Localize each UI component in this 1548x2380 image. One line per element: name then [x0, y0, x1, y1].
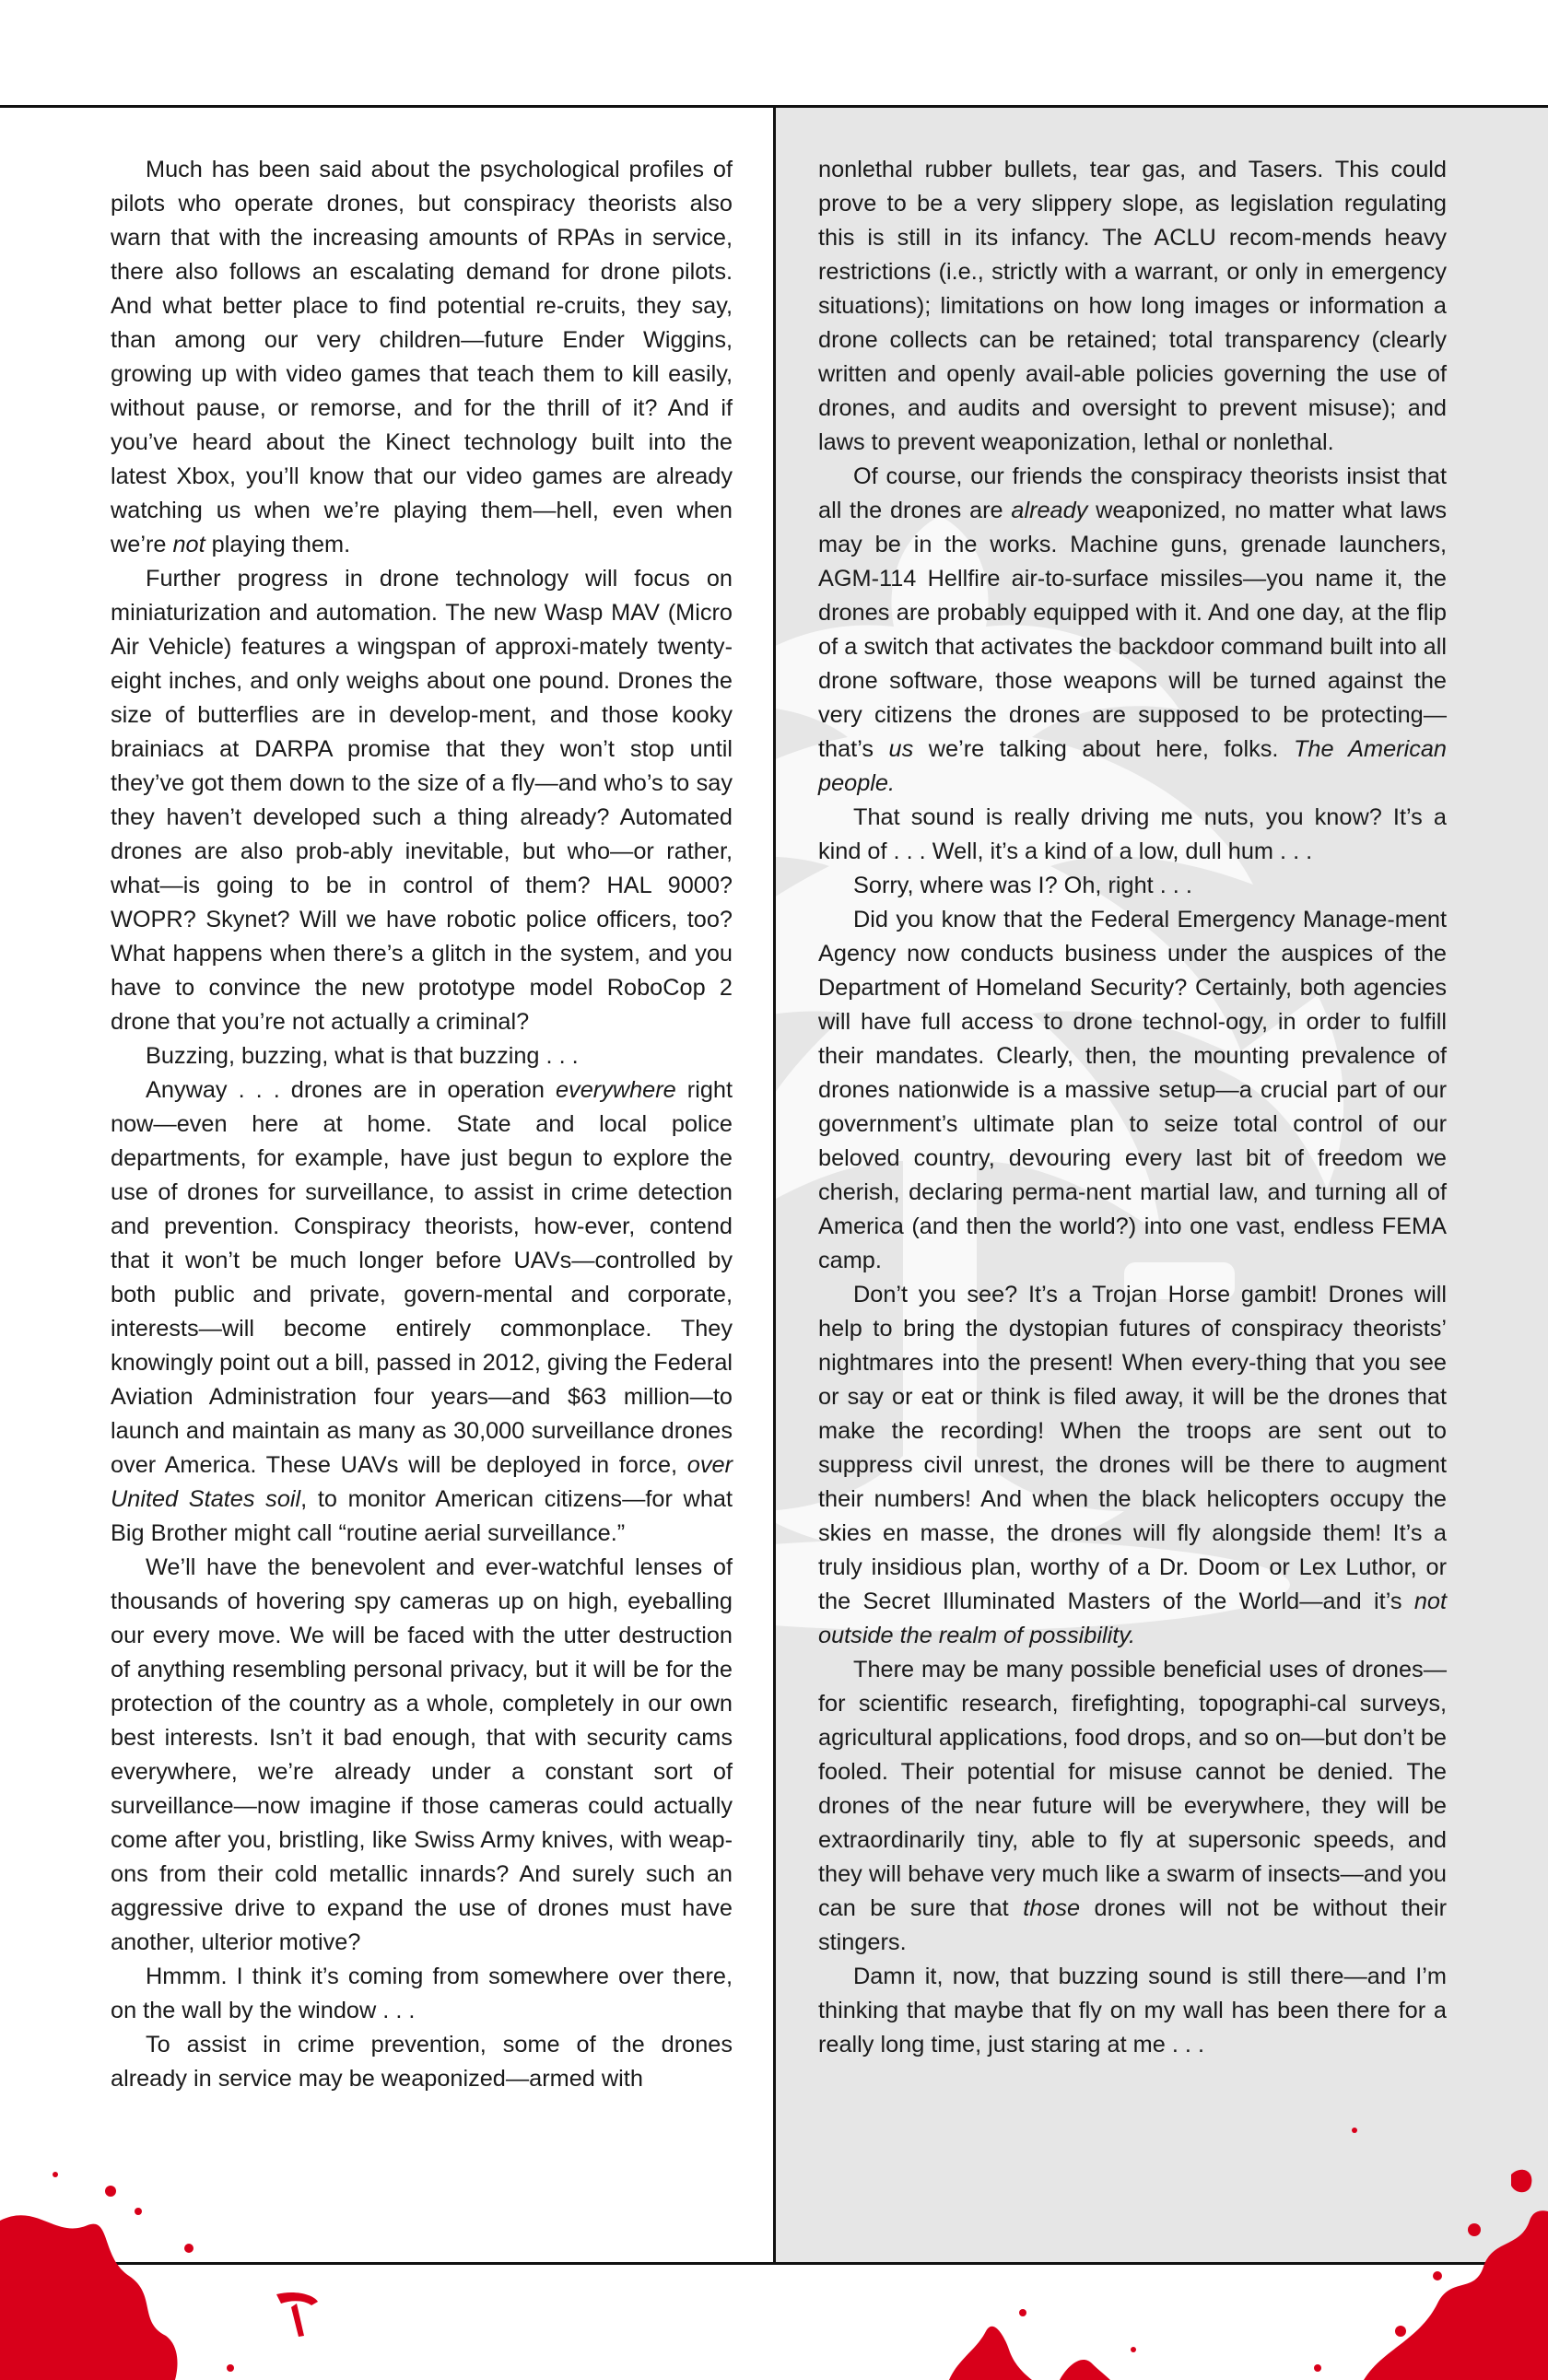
- paragraph: [111, 2028, 733, 2096]
- paragraph: [818, 460, 1447, 801]
- text-run: , to monitor American citizens—for what Big Brother might call “routine aerial surveillance.”: [111, 1486, 733, 1546]
- paragraph: [818, 903, 1447, 1278]
- paragraph: [111, 153, 733, 562]
- paragraph: [818, 1960, 1447, 2062]
- text-run: drones will not be without their stingers.: [818, 1895, 1447, 1955]
- text-run: Did you know that the Federal Emergency Manage-ment Agency now conducts business under the auspices of the Department of Homeland Security? Certainly, both agencies will have full access to drone technol-ogy, in order to fulfill their mandates. Clearly, then, the mounting prevalence of drones nationwide is a massive setup—a crucial part of our government’s ultimate plan to seize total control of our beloved country, devouring every last bit of freedom we cherish, declaring perma-nent martial law, and turning all of America (and then the world?) into one vast, endless FEMA camp.: [818, 907, 1447, 1273]
- italic-text: The American people.: [818, 736, 1447, 796]
- paragraph: [111, 1551, 733, 1960]
- text-run: There may be many possible beneficial uses of drones—for scientific research, firefighting, topographi-cal surveys, agricultural applications, food drops, and so on—but don’t be fooled. Their potential for misuse cannot be denied. The drones of the near future will be everywhere, they will be extraordinarily tiny, able to fly at supersonic speeds, and they will behave very much like a swarm of insects—and you can be sure that: [818, 1657, 1447, 1921]
- blood-splatter-left: [0, 2138, 369, 2380]
- text-run: Buzzing, buzzing, what is that buzzing . . .: [146, 1043, 579, 1069]
- blood-splatter-right: [921, 2119, 1548, 2380]
- text-run: Of course, our friends the conspiracy theorists insist that all the drones are: [818, 463, 1447, 523]
- text-run: That sound is really driving me nuts, you know? It’s a kind of . . . Well, it’s a kind of a low, dull hum . . .: [818, 804, 1447, 864]
- italic-text: already: [1011, 498, 1088, 523]
- italic-text: everywhere: [555, 1077, 676, 1103]
- text-run: Don’t you see? It’s a Trojan Horse gambit! Drones will help to bring the dystopian futures of conspiracy theorists’ nightmares into the present! When every-thing that you see or say or eat or think is filed away, it will be the drones that make the recording! When the troops are sent out to suppress civil unrest, the drones will be there to augment their numbers! And when the black helicopters occupy the skies en masse, the drones will fly alongside them! It’s a truly insidious plan, worthy of a Dr. Doom or Lex Luthor, or the Secret Illuminated Masters of the World—and it’s: [818, 1282, 1447, 1614]
- text-run: right now—even here at home. State and local police departments, for example, have just begun to explore the use of drones for surveillance, to assist in crime detection and prevention. Conspiracy theorists, how-ever, contend that it won’t be much longer before UAVs—controlled by both public and private, govern-mental and corporate, interests—will become entirely commonplace. They knowingly point out a bill, passed in 2012, giving the Federal Aviation Administration four years—and $63 million—to launch and maintain as many as 30,000 surveillance drones over America. These UAVs will be deployed in force,: [111, 1077, 733, 1478]
- italic-text: those: [1023, 1895, 1081, 1921]
- text-run: We’ll have the benevolent and ever-watchful lenses of thousands of hovering spy cameras up on high, eyeballing our every move. We will be faced with the utter destruction of anything resembling personal privacy, but it will be for the protection of the country as a whole, completely in our own best interests. Isn’t it bad enough, that with security cams everywhere, we’re already under a constant sort of surveillance—now imagine if those cameras could actually come after you, bristling, like Swiss Army knives, with weap-ons from their cold metallic innards? And surely such an aggressive drive to expand the use of drones must have another, ulterior motive?: [111, 1554, 733, 1955]
- text-run: Damn it, now, that buzzing sound is still there—and I’m thinking that maybe that fly on my wall has been there for a really long time, just staring at me . . .: [818, 1964, 1447, 2058]
- paragraph: [111, 1073, 733, 1551]
- paragraph: [818, 1278, 1447, 1653]
- paragraph: [818, 801, 1447, 869]
- italic-text: not: [172, 532, 205, 557]
- italic-text: over United States soil: [111, 1452, 733, 1512]
- paragraph: [111, 1960, 733, 2028]
- text-run: Much has been said about the psychological profiles of pilots who operate drones, but conspiracy theorists also warn that with the increasing amounts of RPAs in service, there also follows an escalating demand for drone pilots. And what better place to find potential re-cruits, they say, than among our very children—future Ender Wiggins, growing up with video games that teach them to kill easily, without pause, or remorse, and for the thrill of it? And if you’ve heard about the Kinect technology built into the latest Xbox, you’ll know that our video games are already watching us when we’re playing them—hell, even when we’re: [111, 157, 733, 557]
- paragraph: [818, 1653, 1447, 1960]
- text-run: Further progress in drone technology will focus on miniaturization and automation. The new Wasp MAV (Micro Air Vehicle) features a wingspan of approxi-mately twenty-eight inches, and only weighs about one pound. Drones the size of butterflies are in develop-ment, and those kooky brainiacs at DARPA promise that they won’t stop until they’ve got them down to the size of a fly—and who’s to say they haven’t developed such a thing already? Automated drones are also prob-ably inevitable, but who—or rather, what—is going to be in control of them? HAL 9000? WOPR? Skynet? Will we have robotic police officers, too? What happens when there’s a glitch in the system, and you have to convince the new prototype model RoboCop 2 drone that you’re not actually a criminal?: [111, 566, 733, 1035]
- text-run: Sorry, where was I? Oh, right . . .: [853, 873, 1192, 898]
- paragraph: [818, 869, 1447, 903]
- text-run: Hmmm. I think it’s coming from somewhere over there, on the wall by the window . . .: [111, 1964, 733, 2023]
- left-text-column: [111, 153, 733, 2096]
- text-run: nonlethal rubber bullets, tear gas, and Tasers. This could prove to be a very slippery slope, as legislation regulating this is still in its infancy. The ACLU recom-mends heavy restrictions (i.e., strictly with a warrant, or only in emergency situations); limitations on how long images or information a drone collects can be retained; total transparency (clearly written and openly avail-able policies governing the use of drones, and audits and oversight to prevent misuse); and laws to prevent weaponization, lethal or nonlethal.: [818, 157, 1447, 455]
- text-run: weaponized, no matter what laws may be in the works. Machine guns, grenade launchers, AGM-114 Hellfire air-to-surface missiles—you name it, the drones are probably equipped with it. And one day, at the flip of a switch that activates the backdoor command built into all drone software, those weapons will be turned against the very citizens the drones are supposed to be protecting—that’s: [818, 498, 1447, 762]
- paragraph: [111, 1039, 733, 1073]
- italic-text: us: [888, 736, 914, 762]
- column-divider: [773, 105, 776, 2265]
- text-run: playing them.: [205, 532, 351, 557]
- text-run: Anyway . . . drones are in operation: [146, 1077, 556, 1103]
- paragraph: [111, 562, 733, 1039]
- paragraph: [818, 153, 1447, 460]
- text-run: To assist in crime prevention, some of the drones already in service may be weaponized—armed with: [111, 2032, 733, 2092]
- right-text-column: [818, 153, 1447, 2062]
- italic-text: not outside the realm of possibility.: [818, 1589, 1447, 1648]
- text-run: we’re talking about here, folks.: [913, 736, 1294, 762]
